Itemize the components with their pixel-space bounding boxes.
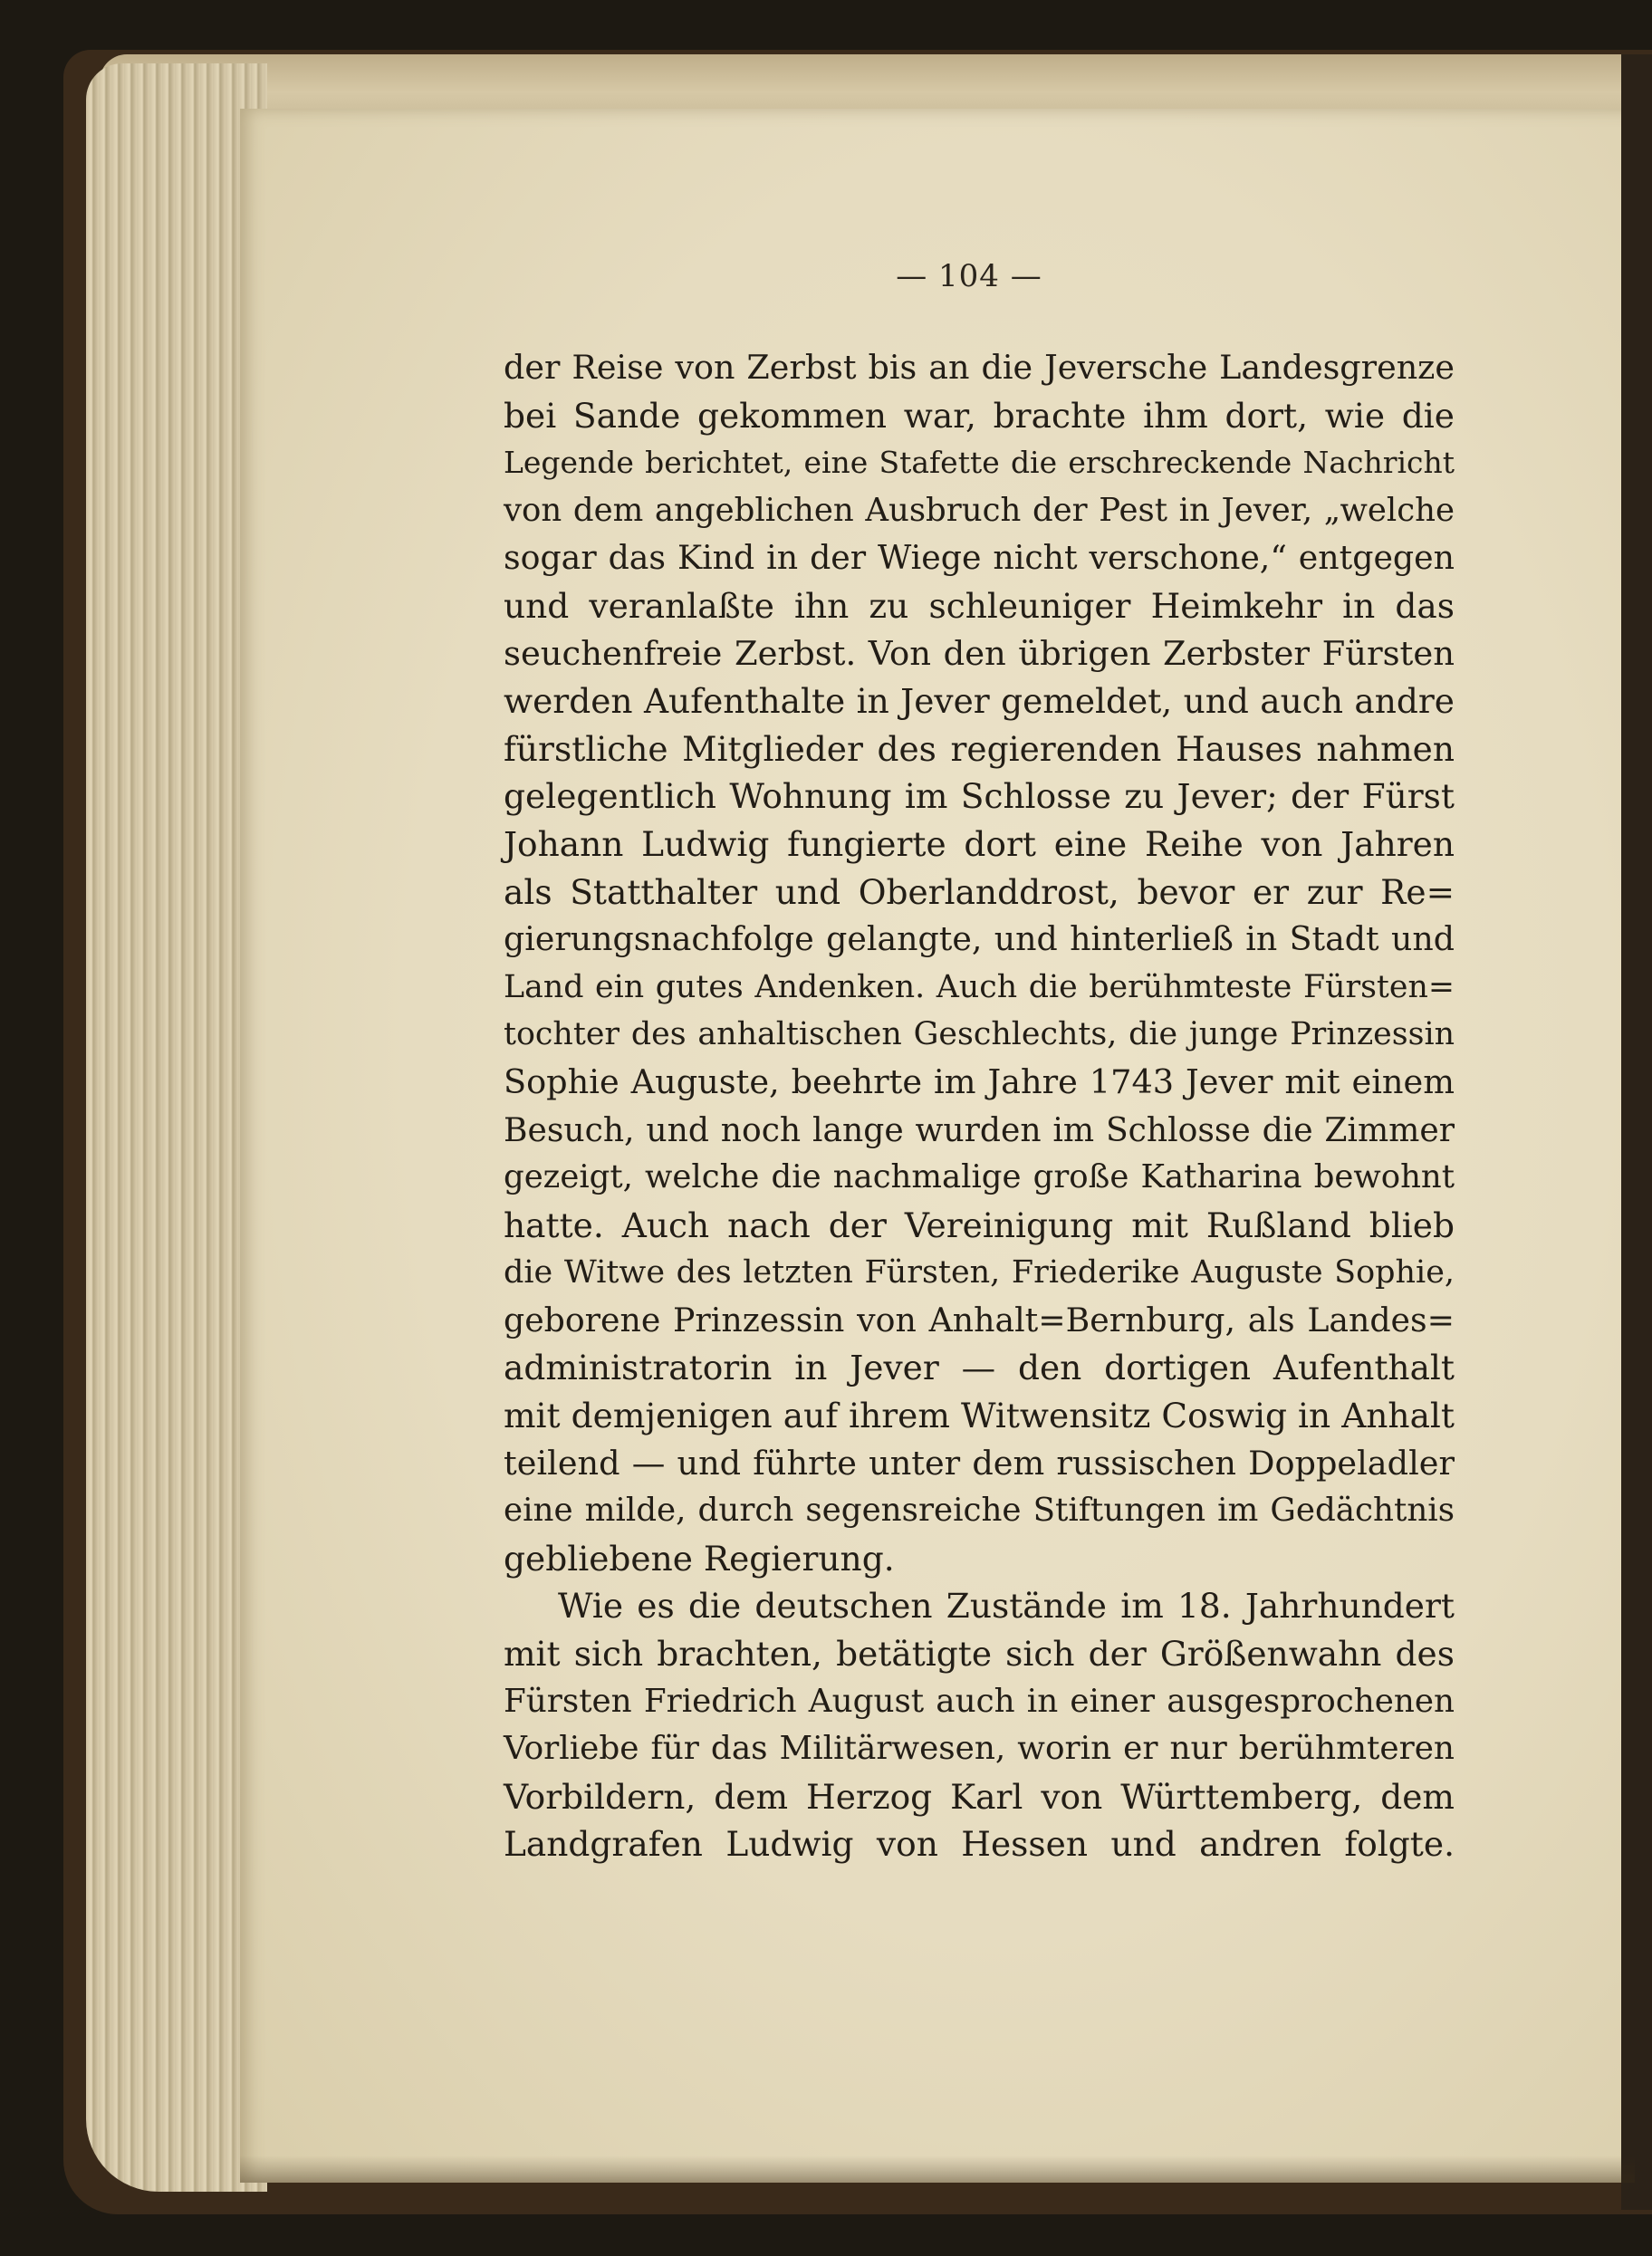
text-line: Land ein gutes Andenken. Auch die berühmteste Fürsten= xyxy=(504,968,1455,1005)
text-line: von dem angeblichen Ausbruch der Pest in Jever, „welche xyxy=(504,491,1455,529)
text-line: sogar das Kind in der Wiege nicht verschone,“ entgegen xyxy=(504,538,1455,578)
page-number: — 104 — xyxy=(896,258,1042,294)
text-line: der Reise von Zerbst bis an die Jeversche Landesgrenze xyxy=(504,348,1455,387)
text-line: bei Sande gekommen war, brachte ihm dort, wie die xyxy=(504,395,1455,436)
text-line: gierungsnachfolge gelangte, und hinterließ in Stadt und xyxy=(504,919,1455,959)
text-line: teilend — und führte unter dem russischen Doppeladler xyxy=(504,1443,1455,1483)
text-line: die Witwe des letzten Fürsten, Friederike Auguste Sophie, xyxy=(504,1254,1455,1291)
text-line: Vorbildern, dem Herzog Karl von Württemberg, dem xyxy=(504,1776,1455,1817)
text-line: seuchenfreie Zerbst. Von den übrigen Zerbster Fürsten xyxy=(504,633,1455,673)
text-line: Landgrafen Ludwig von Hessen und andren folgte. xyxy=(504,1824,1455,1865)
text-line: werden Aufenthalte in Jever gemeldet, und auch andre xyxy=(504,681,1455,722)
text-line: und veranlaßte ihn zu schleuniger Heimkehr in das xyxy=(504,585,1455,626)
text-line: fürstliche Mitglieder des regierenden Hauses nahmen xyxy=(504,728,1455,769)
text-line: tochter des anhaltischen Geschlechts, die junge Prinzessin xyxy=(504,1016,1455,1053)
body-text xyxy=(504,344,1455,1868)
text-line: als Statthalter und Oberlanddrost, bevor er zur Re= xyxy=(504,871,1455,912)
text-line: Legende berichtet, eine Stafette die erschreckende Nachricht xyxy=(504,445,1455,481)
text-line: Fürsten Friedrich August auch in einer ausgesprochenen xyxy=(504,1682,1455,1720)
text-line: hatte. Auch nach der Vereinigung mit Rußland blieb xyxy=(504,1205,1455,1245)
text-line: administratorin in Jever — den dortigen Aufenthalt xyxy=(504,1348,1455,1388)
text-line: gebliebene Regierung. xyxy=(504,1538,895,1579)
text-line: Vorliebe für das Militärwesen, worin er nur berühmteren xyxy=(504,1730,1455,1768)
text-line: mit sich brachten, betätigte sich der Größenwahn des xyxy=(504,1634,1455,1675)
text-line: Sophie Auguste, beehrte im Jahre 1743 Jever mit einem xyxy=(504,1061,1455,1101)
text-line: mit demjenigen auf ihrem Witwensitz Coswig in Anhalt xyxy=(504,1396,1455,1436)
page-right-shadow xyxy=(1621,54,1652,2210)
text-line: gelegentlich Wohnung im Schlosse zu Jever; der Fürst xyxy=(504,776,1455,817)
text-line: gezeigt, welche die nachmalige große Katharina bewohnt xyxy=(504,1158,1455,1196)
text-line: geborene Prinzessin von Anhalt=Bernburg, als Landes= xyxy=(504,1300,1455,1339)
page-bottom-shadow xyxy=(240,2155,1635,2183)
text-line: Besuch, und noch lange wurden im Schlosse die Zimmer xyxy=(504,1110,1455,1149)
text-line: Johann Ludwig fungierte dort eine Reihe von Jahren xyxy=(504,823,1455,864)
text-line: Wie es die deutschen Zustände im 18. Jahrhundert xyxy=(558,1586,1455,1627)
text-line: eine milde, durch segensreiche Stiftungen im Gedächtnis xyxy=(504,1492,1455,1530)
